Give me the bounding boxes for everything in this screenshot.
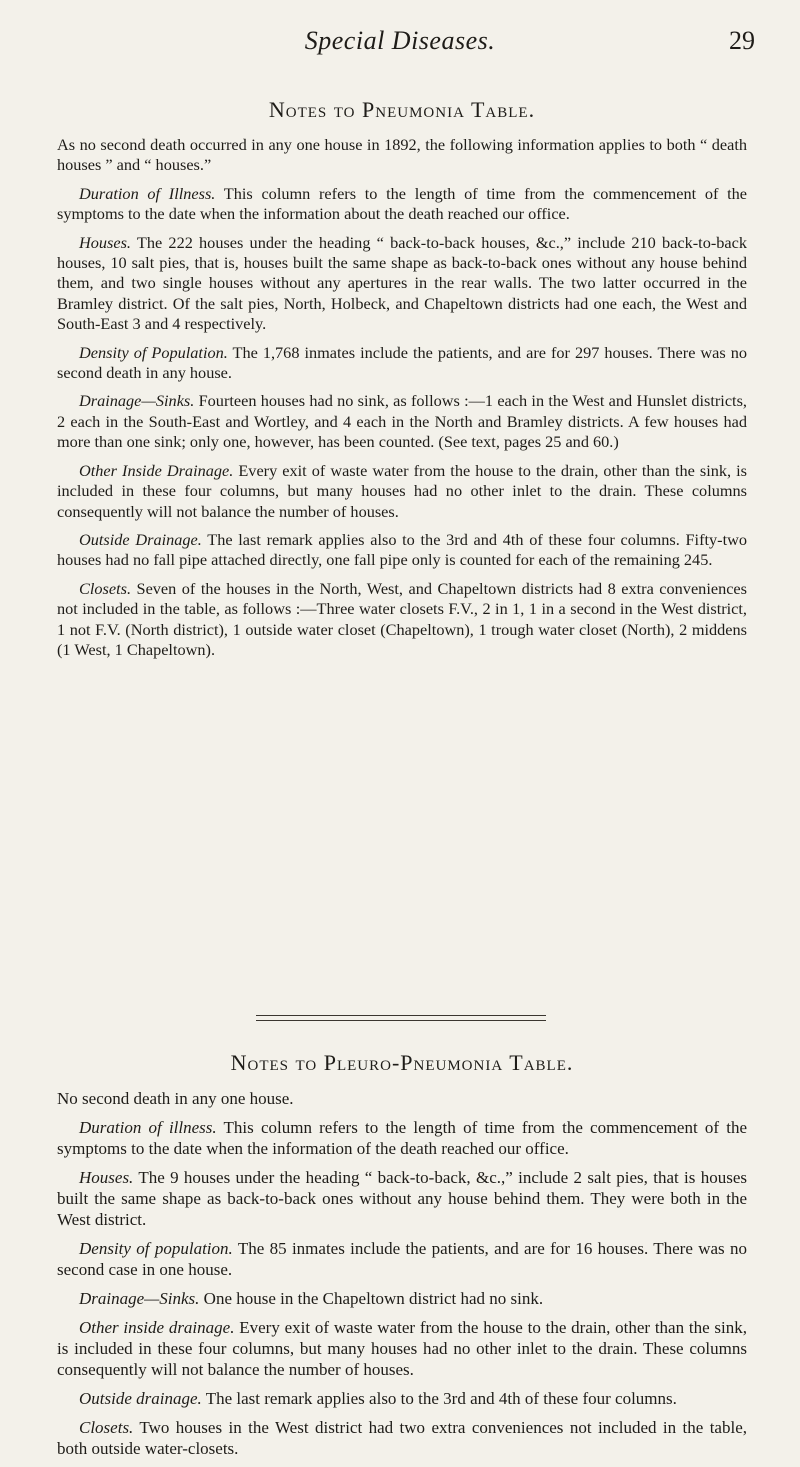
paragraph: [57, 1288, 747, 1309]
paragraph-text: Every exit of waste water from the house to the drain, other than the sink, is included in these four columns, but many houses had no other inlet to the drain. These columns consequently will not balance the number of houses.: [57, 460, 748, 521]
paragraph-lead: Closets.: [79, 1418, 134, 1437]
paragraph-lead: Drainage—Sinks.: [79, 1289, 200, 1308]
paragraph-lead: Other Inside Drainage.: [79, 460, 234, 480]
paragraph-lead: Density of population.: [79, 1239, 233, 1258]
paragraph-lead: Other inside drainage.: [79, 1318, 235, 1337]
paragraph: [57, 1167, 747, 1230]
paragraph: [57, 343, 747, 384]
section-heading: Notes to Pleuro-Pneumonia Table.: [230, 1050, 574, 1075]
paragraph: [57, 1317, 747, 1380]
paragraph: [57, 530, 747, 571]
paragraph-text: The last remark applies also to the 3rd and 4th of these four columns.: [201, 1389, 677, 1408]
paragraph-text: Fourteen houses had no sink, as follows :—1 each in the West and Hunslet districts, 2 each in the South-East and Wortley, and 4 each in the North and Bramley districts. A few houses had more than one sink; only one, however, has been counted. (See text, pages 25 and 60.): [57, 391, 747, 452]
paragraph-lead: Density of Population.: [79, 342, 228, 362]
section-pneumonia-notes: [57, 97, 747, 668]
page-number: 29: [729, 26, 755, 55]
paragraph-text: The last remark applies also to the 3rd and 4th of these four columns. Fifty-two houses had no fall pipe attached directly, one fall pipe only is counted for each of the remaining 245.: [57, 529, 747, 570]
paragraph-lead: Duration of Illness.: [79, 183, 216, 203]
paragraph-text: The 85 inmates include the patients, and are for 16 houses. There was no second case in one house.: [57, 1239, 748, 1279]
paragraph: No second death in any one house.: [57, 1089, 294, 1108]
paragraph-text: The 9 houses under the heading “ back-to-back, &c.,” include 2 salt pies, that is houses built the same shape as back-to-back ones without any house behind them. They were both in the West district.: [57, 1168, 747, 1229]
section-pleuro-pneumonia-notes: [57, 1050, 747, 1467]
paragraph-text: The 1,768 inmates include the patients, and are for 297 houses. There was no second death in any house.: [57, 342, 748, 383]
paragraph-lead: Closets.: [79, 578, 132, 598]
paragraph: [57, 461, 747, 522]
paragraph: [57, 233, 747, 335]
paragraph: [57, 1117, 747, 1159]
paragraph-text: Every exit of waste water from the house to the drain, other than the sink, is included in these four columns, but many houses had no other inlet to the drain. These columns consequently will not balance the number of houses.: [57, 1318, 748, 1379]
paragraph-lead: Outside drainage.: [79, 1389, 202, 1408]
paragraph: [57, 579, 747, 661]
paragraph-lead: Houses.: [79, 1168, 134, 1187]
section-divider: [256, 1015, 546, 1021]
paragraph-lead: Houses.: [79, 232, 132, 252]
paragraph-text: One house in the Chapeltown district had no sink.: [199, 1289, 544, 1308]
paragraph-lead: Drainage—Sinks.: [79, 391, 195, 411]
paragraph-text: The 222 houses under the heading “ back-to-back houses, &c.,” include 210 back-to-back houses, 10 salt pies, that is, houses built the same shape as back-to-back ones without any house behind them, and two single houses without any apertures in the rear walls. The two latter occurred in the Bramley district. Of the salt pies, North, Holbeck, and Chapeltown districts had one each, the West and South-East 3 and 4 respectively.: [57, 232, 747, 334]
running-head: [0, 20, 800, 68]
paragraph: [57, 1238, 747, 1280]
paragraph-text: This column refers to the length of time from the commencement of the symptoms to the date when the information about the death reached our office.: [57, 183, 747, 224]
paragraph-text: Seven of the houses in the North, West, and Chapeltown districts had 8 extra conveniences not included in the table, as follows :—Three water closets F.V., 2 in 1, 1 in a second in the West district, 1 not F.V. (North district), 1 outside water closet (Chapeltown), 1 trough water closet (North), 2 middens (1 West, 1 Chapeltown).: [57, 578, 747, 659]
paragraph: [57, 1417, 747, 1459]
paragraph: [57, 1388, 747, 1409]
paragraph-lead: Outside Drainage.: [79, 529, 202, 549]
paragraph-text: Two houses in the West district had two extra conveniences not included in the table, both outside water-closets.: [57, 1418, 747, 1458]
section-heading: Notes to Pneumonia Table.: [268, 97, 536, 122]
paragraph: [57, 391, 747, 452]
paragraph-lead: Duration of illness.: [79, 1118, 217, 1137]
running-title: Special Diseases.: [304, 26, 496, 55]
paragraph: [57, 184, 747, 225]
paragraph-text: This column refers to the length of time from the commencement of the symptoms to the date when the information of the death reached our office.: [57, 1118, 747, 1158]
paragraph: As no second death occurred in any one house in 1892, the following information applies to both “ death houses ” and “ houses.”: [57, 135, 747, 175]
